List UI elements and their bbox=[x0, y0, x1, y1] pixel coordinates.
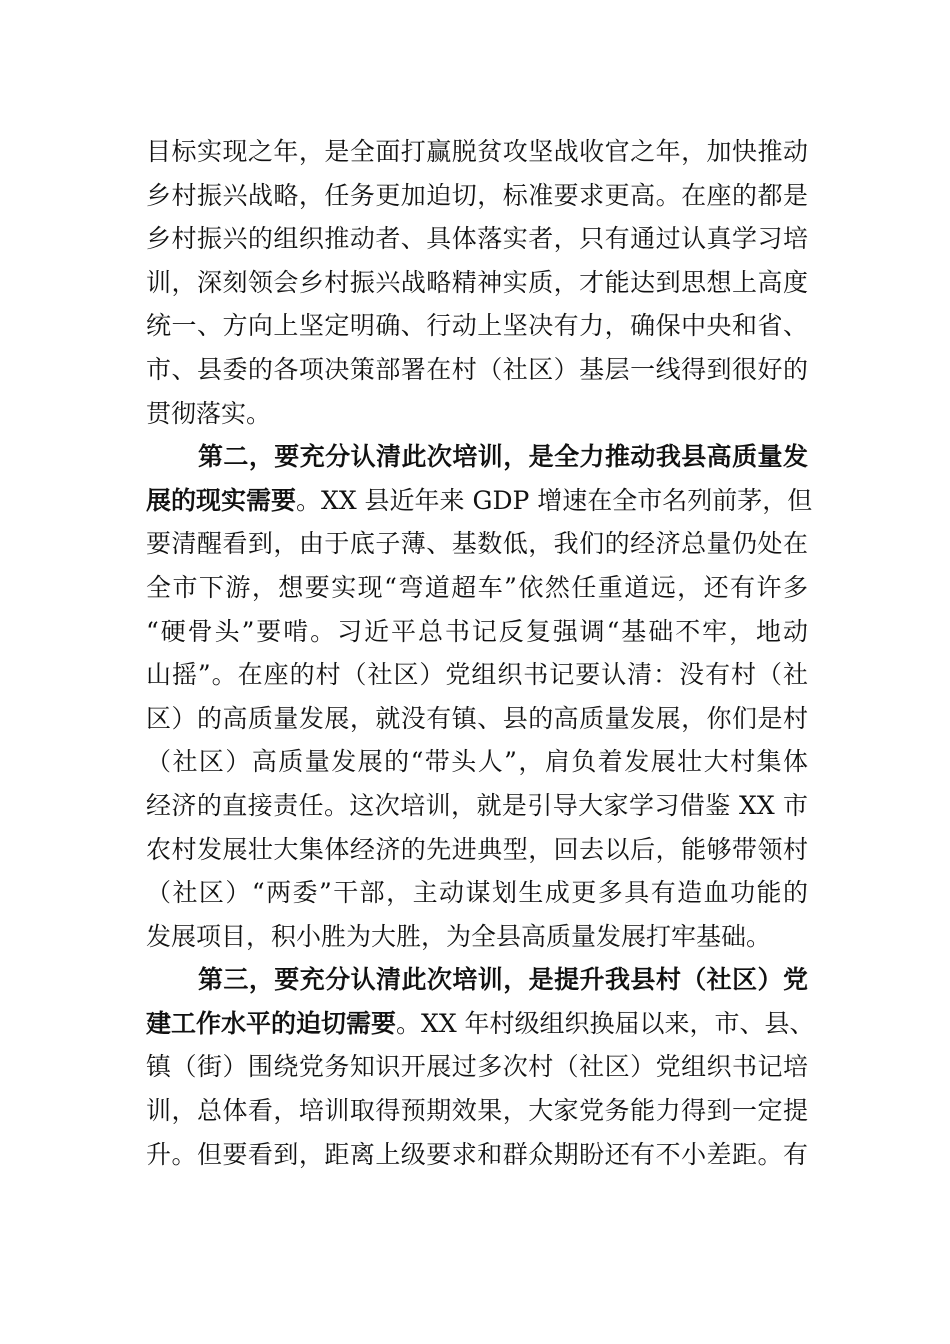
paragraph-2-line-9: 经济的直接责任。这次培训，就是引导大家学习借鉴 XX 市 bbox=[146, 790, 808, 820]
paragraph-2-line-11: （社区）“两委”干部，主动谋划生成更多具有造血功能的 bbox=[146, 878, 808, 908]
paragraph-1-line-2: 乡村振兴战略，任务更加迫切，标准要求更高。在座的都是 bbox=[146, 180, 808, 210]
paragraph-2-heading-line-1: 第二，要充分认清此次培训，是全力推动我县高质量发 bbox=[198, 442, 808, 472]
paragraph-3-line-2 bbox=[146, 1002, 815, 1046]
paragraph-3-line-2-rest: 。XX 年村级组织换届以来，市、县、 bbox=[396, 1008, 815, 1038]
paragraph-2-line-8: （社区）高质量发展的“带头人”，肩负着发展壮大村集体 bbox=[146, 747, 808, 777]
paragraph-2-line-12: 发展项目，积小胜为大胜，为全县高质量发展打牢基础。 bbox=[146, 921, 772, 951]
paragraph-1-line-7: 贯彻落实。 bbox=[146, 398, 272, 428]
paragraph-2-heading-line-2: 展的现实需要 bbox=[146, 485, 297, 515]
paragraph-3-line-5: 升。但要看到，距离上级要求和群众期盼还有不小差距。有 bbox=[146, 1139, 808, 1169]
paragraph-2-line-5: “硬骨头”要啃。习近平总书记反复强调“基础不牢，地动 bbox=[146, 616, 808, 646]
paragraph-3-line-4: 训，总体看，培训取得预期效果，大家党务能力得到一定提 bbox=[146, 1096, 808, 1126]
paragraph-1-line-1: 目标实现之年，是全面打赢脱贫攻坚战收官之年，加快推动 bbox=[146, 137, 808, 166]
paragraph-2-line-4: 全市下游，想要实现“弯道超车”依然任重道远，还有许多 bbox=[146, 572, 808, 602]
paragraph-1-line-3: 乡村振兴的组织推动者、具体落实者，只有通过认真学习培 bbox=[146, 224, 808, 254]
paragraph-2-line-2 bbox=[146, 479, 813, 523]
paragraph-2-line-6: 山摇”。在座的村（社区）党组织书记要认清：没有村（社 bbox=[146, 660, 808, 690]
document-body bbox=[146, 130, 815, 1176]
paragraph-1-line-4: 训，深刻领会乡村振兴战略精神实质，才能达到思想上高度 bbox=[146, 267, 808, 297]
paragraph-3-line-3: 镇（街）围绕党务知识开展过多次村（社区）党组织书记培 bbox=[146, 1052, 808, 1082]
paragraph-2-line-3: 要清醒看到，由于底子薄、基数低，我们的经济总量仍处在 bbox=[146, 529, 808, 559]
paragraph-1-line-6: 市、县委的各项决策部署在村（社区）基层一线得到很好的 bbox=[146, 354, 808, 384]
paragraph-2-line-10: 农村发展壮大集体经济的先进典型，回去以后，能够带领村 bbox=[146, 834, 808, 864]
paragraph-2-line-2-rest: 。XX 县近年来 GDP 增速在全市名列前茅，但 bbox=[296, 485, 813, 515]
paragraph-3-heading-line-2: 建工作水平的迫切需要 bbox=[146, 1008, 397, 1038]
paragraph-3-heading-line-1: 第三，要充分认清此次培训，是提升我县村（社区）党 bbox=[198, 965, 808, 995]
paragraph-1-line-5: 统一、方向上坚定明确、行动上坚决有力，确保中央和省、 bbox=[146, 311, 808, 341]
paragraph-2-line-7: 区）的高质量发展，就没有镇、县的高质量发展，你们是村 bbox=[146, 703, 808, 733]
